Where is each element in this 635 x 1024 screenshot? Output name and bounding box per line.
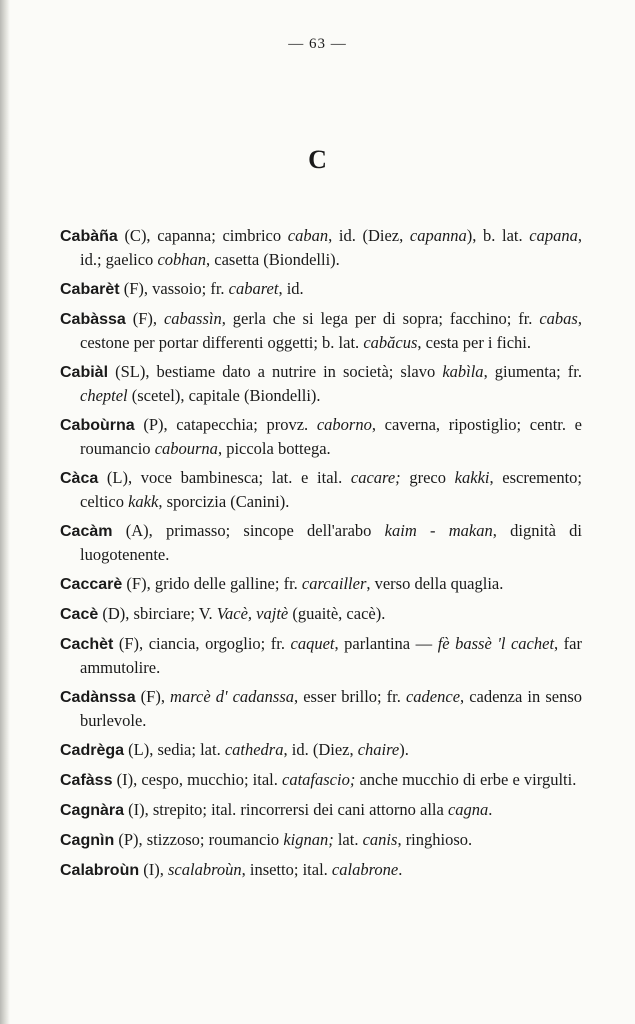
entry-text: , dignità di luogotenente. <box>80 521 583 564</box>
entry-italic-term: catafascio; <box>282 770 356 789</box>
entry-italic-term: caban <box>287 226 329 245</box>
entry-italic-term: cabourna <box>154 439 218 458</box>
dictionary-entry <box>60 858 582 882</box>
entry-headword: Càca <box>60 470 99 487</box>
entry-text: (scetel), capitale (Biondelli). <box>127 386 321 405</box>
entry-text: , cadenza in senso burlevole. <box>80 687 582 730</box>
dictionary-entry <box>60 572 582 596</box>
entry-text: , piccola bottega. <box>217 439 331 458</box>
entry-text: ), b. lat. <box>466 226 530 245</box>
entry-headword: Caboùrna <box>60 417 135 434</box>
entry-headword: Cacàm <box>60 523 113 540</box>
entry-text: (D), sbirciare; V. <box>98 604 217 623</box>
entry-italic-term: cheptel <box>80 386 128 405</box>
entry-headword: Caccarè <box>60 576 123 593</box>
entry-italic-term: scalabroùn <box>167 860 242 879</box>
entry-text: . <box>398 860 403 879</box>
entry-text: , id. <box>278 279 304 298</box>
entry-headword: Cabarèt <box>60 281 120 298</box>
dictionary-entry <box>60 685 582 732</box>
entry-italic-term: kaim - makan <box>384 521 493 540</box>
dictionary-entry <box>60 798 582 822</box>
dictionary-entries <box>60 224 582 888</box>
entry-text: (L), voce bambinesca; lat. e ital. <box>98 468 351 487</box>
entry-text: , id. (Diez, <box>283 740 358 759</box>
entry-italic-term: carcailler <box>301 574 367 593</box>
dictionary-entry <box>60 768 582 792</box>
entry-text: , id.; gaelico <box>80 226 582 269</box>
page-number: — 63 — <box>288 36 347 52</box>
entry-headword: Cadrèga <box>60 742 125 759</box>
entry-text: (I), strepito; ital. rincorrersi dei cani attorno alla <box>124 800 448 819</box>
entry-text: , caverna, ripostiglio; centr. e roumancio <box>80 415 582 458</box>
entry-text: , verso della quaglia. <box>366 574 504 593</box>
entry-text: . <box>488 800 493 819</box>
section-letter: C <box>308 145 327 174</box>
entry-text: , giumenta; fr. <box>483 362 582 381</box>
entry-text: (F), vassoio; fr. <box>119 279 229 298</box>
entry-italic-term: Vacè, vajtè <box>216 604 289 623</box>
entry-italic-term: fè bassè 'l cachet <box>437 634 555 653</box>
entry-italic-term: cadence <box>405 687 461 706</box>
entry-italic-term: cacare; <box>350 468 401 487</box>
entry-italic-term: canis <box>362 830 398 849</box>
entry-text: (guaitè, cacè). <box>288 604 386 623</box>
entry-italic-term: capanna <box>409 226 467 245</box>
entry-headword: Cabàssa <box>60 311 126 328</box>
entry-text: (I), cespo, mucchio; ital. <box>112 770 283 789</box>
dictionary-entry <box>60 738 582 762</box>
entry-italic-term: kakk <box>128 492 159 511</box>
entry-headword: Cagnàra <box>60 802 125 819</box>
entry-italic-term: kabìla <box>442 362 484 381</box>
entry-text: (F), ciancia, orgoglio; fr. <box>113 634 291 653</box>
entry-text: (F), <box>125 309 164 328</box>
entry-text: , id. (Diez, <box>328 226 410 245</box>
dictionary-entry <box>60 307 582 354</box>
entry-italic-term: cabas <box>539 309 578 328</box>
dictionary-entry <box>60 466 582 513</box>
entry-text: (A), primasso; sincope dell'arabo <box>112 521 385 540</box>
entry-italic-term: cathedra <box>224 740 284 759</box>
entry-text: , escremento; celtico <box>80 468 582 511</box>
entry-italic-term: cabaret <box>228 279 279 298</box>
entry-italic-term: cabassìn <box>163 309 222 328</box>
entry-italic-term: marcè d' cadanssa <box>170 687 295 706</box>
entry-text: (I), <box>139 860 168 879</box>
entry-text: , parlantina — <box>334 634 438 653</box>
entry-text: lat. <box>333 830 363 849</box>
entry-italic-term: cabăcus <box>363 333 418 352</box>
entry-text: , ringhioso. <box>397 830 473 849</box>
entry-italic-term: caborno <box>316 415 372 434</box>
entry-text: (L), sedia; lat. <box>124 740 225 759</box>
dictionary-entry <box>60 360 582 407</box>
entry-headword: Cabàña <box>60 228 118 245</box>
entry-text: ). <box>399 740 409 759</box>
entry-text: (P), catapecchia; provz. <box>134 415 317 434</box>
entry-text: , cestone per portar differenti oggetti; b. lat. <box>80 309 582 352</box>
entry-headword: Cadànssa <box>60 689 136 706</box>
entry-text: greco <box>400 468 455 487</box>
entry-text: , casetta (Biondelli). <box>206 250 340 269</box>
entry-text: (C), capanna; cimbrico <box>117 226 288 245</box>
entry-text: , cesta per i fichi. <box>417 333 532 352</box>
dictionary-entry <box>60 413 582 460</box>
entry-italic-term: chaire <box>357 740 400 759</box>
entry-text: , insetto; ital. <box>241 860 332 879</box>
entry-headword: Cacè <box>60 606 99 623</box>
dictionary-entry <box>60 632 582 679</box>
entry-italic-term: cagna <box>447 800 489 819</box>
entry-text: (SL), bestiame dato a nutrire in società; slavo <box>108 362 443 381</box>
dictionary-entry <box>60 224 582 271</box>
entry-text: (F), <box>135 687 171 706</box>
dictionary-entry <box>60 828 582 852</box>
entry-text: , sporcizia (Canini). <box>158 492 290 511</box>
entry-headword: Cafàss <box>60 772 113 789</box>
entry-italic-term: kignan; <box>283 830 334 849</box>
entry-text: anche mucchio di erbe e virgulti. <box>355 770 577 789</box>
entry-text: (P), stizzoso; roumancio <box>114 830 284 849</box>
dictionary-entry <box>60 277 582 301</box>
entry-text: (F), grido delle galline; fr. <box>122 574 302 593</box>
entry-italic-term: kakki <box>454 468 490 487</box>
dictionary-entry <box>60 519 582 566</box>
dictionary-entry <box>60 602 582 626</box>
entry-headword: Cagnìn <box>60 832 115 849</box>
entry-text: , esser brillo; fr. <box>294 687 406 706</box>
entry-italic-term: capana <box>529 226 578 245</box>
entry-text: , far ammutolire. <box>80 634 582 677</box>
entry-headword: Cachèt <box>60 636 114 653</box>
entry-italic-term: cobhan <box>157 250 207 269</box>
entry-italic-term: calabrone <box>331 860 399 879</box>
entry-text: , gerla che si lega per di sopra; facchino; fr. <box>221 309 540 328</box>
entry-headword: Cabiàl <box>60 364 109 381</box>
entry-italic-term: caquet <box>290 634 335 653</box>
entry-headword: Calabroùn <box>60 862 140 879</box>
